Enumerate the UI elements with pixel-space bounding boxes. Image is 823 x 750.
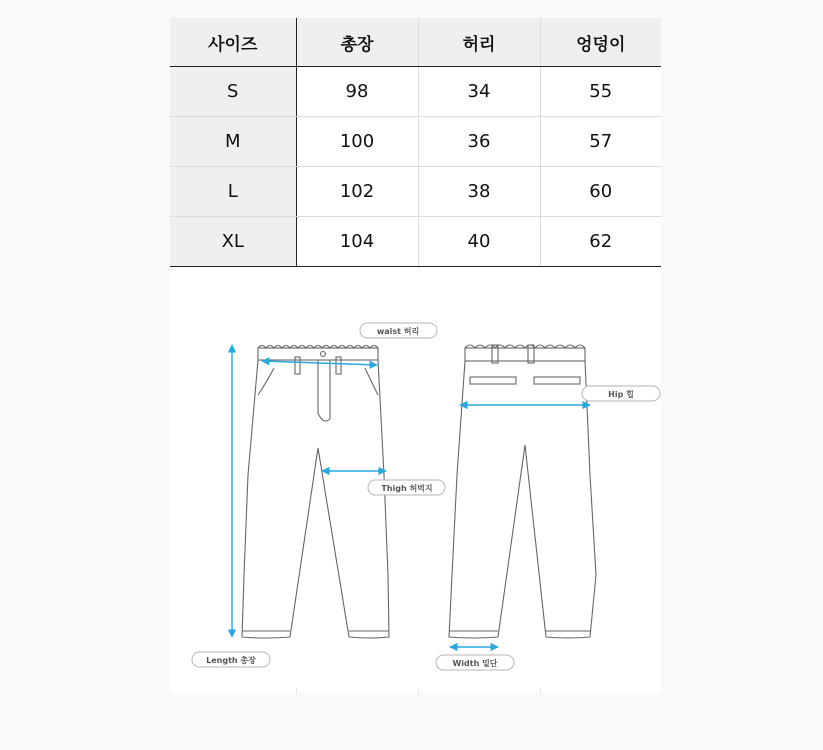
pants-diagram-svg — [170, 275, 661, 693]
size-cell: XL — [170, 217, 296, 267]
waist-cell: 38 — [418, 167, 540, 217]
label-hip-text: Hip 힙 — [608, 390, 634, 399]
measurement-diagram — [170, 275, 661, 693]
back-pants-illustration — [449, 345, 596, 638]
hip-cell: 60 — [540, 167, 661, 217]
waist-cell: 40 — [418, 217, 540, 267]
waist-cell: 34 — [418, 67, 540, 117]
size-cell: M — [170, 117, 296, 167]
label-hip — [582, 386, 660, 401]
measurement-lines — [232, 345, 590, 647]
label-length — [192, 652, 270, 667]
size-cell: S — [170, 67, 296, 117]
waist-cell: 36 — [418, 117, 540, 167]
divider — [540, 688, 541, 694]
label-length-text: Length 총장 — [206, 656, 256, 665]
label-waist-text: waist 허리 — [376, 327, 420, 336]
hip-cell: 55 — [540, 67, 661, 117]
size-cell: L — [170, 167, 296, 217]
label-thigh-text: Thigh 허벅지 — [381, 484, 433, 493]
length-cell: 104 — [296, 217, 418, 267]
table-header-row — [170, 18, 661, 67]
header-hip: 엉덩이 — [540, 18, 661, 67]
table-row — [170, 67, 661, 117]
size-chart-sheet — [170, 18, 661, 693]
hip-cell: 62 — [540, 217, 661, 267]
label-thigh — [368, 480, 445, 495]
divider — [296, 688, 297, 694]
table-row — [170, 217, 661, 267]
waist-measure-line — [262, 361, 377, 365]
length-cell: 102 — [296, 167, 418, 217]
header-total-length: 총장 — [296, 18, 418, 67]
table-row — [170, 167, 661, 217]
front-pants-illustration — [242, 346, 389, 639]
hip-cell: 57 — [540, 117, 661, 167]
divider — [418, 688, 419, 694]
header-waist: 허리 — [418, 18, 540, 67]
label-width — [436, 655, 514, 670]
table-row — [170, 117, 661, 167]
label-waist — [360, 323, 437, 338]
header-size: 사이즈 — [170, 18, 296, 67]
length-cell: 98 — [296, 67, 418, 117]
size-table — [170, 18, 661, 267]
length-cell: 100 — [296, 117, 418, 167]
label-width-text: Width 밑단 — [452, 659, 498, 668]
